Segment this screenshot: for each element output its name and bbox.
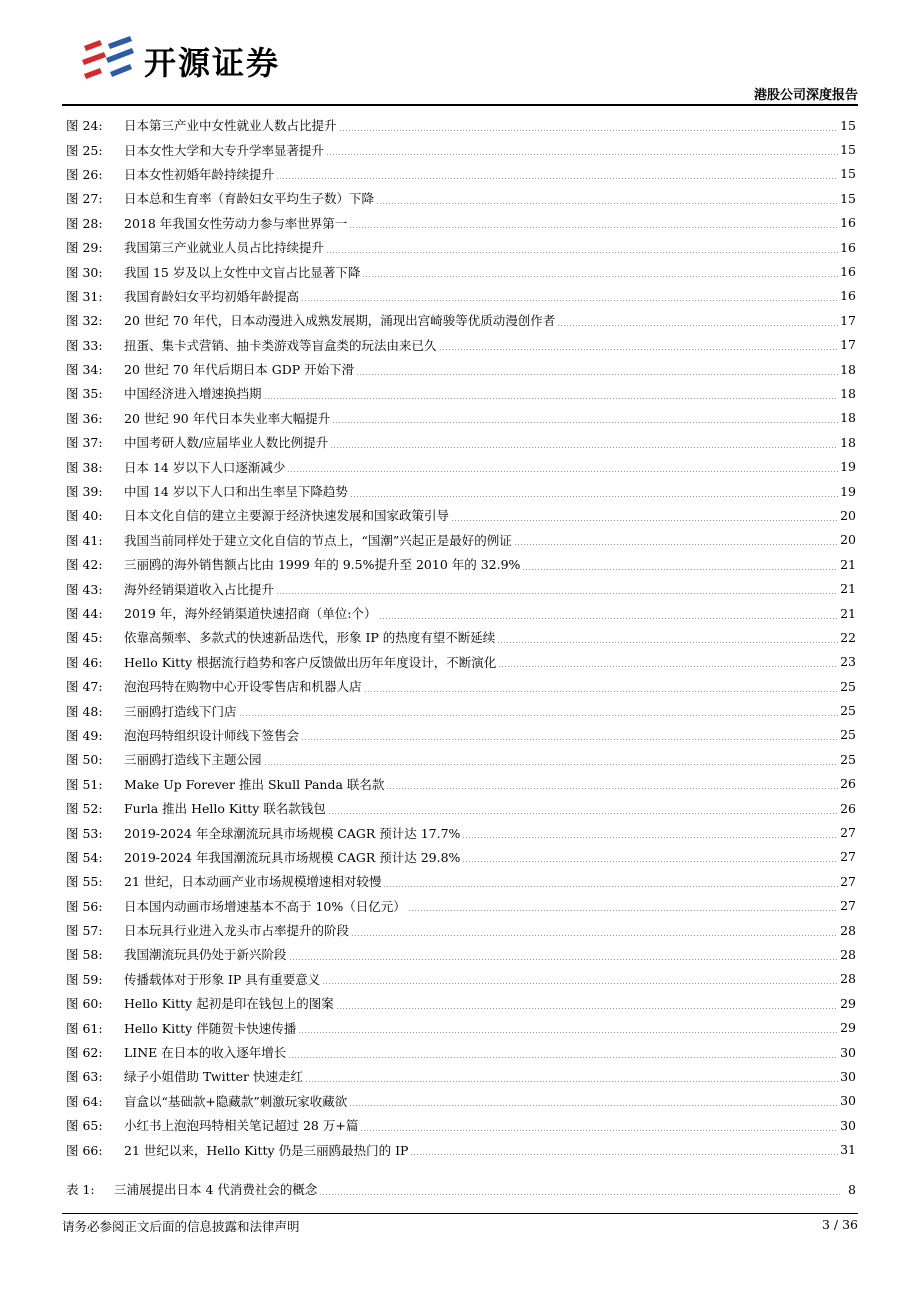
toc-entry-number: 图 37:: [66, 435, 103, 451]
toc-entry-title[interactable]: 2019 年，海外经销渠道快速招商（单位:个）: [124, 606, 377, 621]
toc-entry-page[interactable]: 27: [840, 825, 856, 841]
toc-entry-page[interactable]: 29: [840, 995, 856, 1011]
toc-entry-title[interactable]: Hello Kitty 根据流行趋势和客户反馈做出历年年度设计，不断演化: [124, 654, 497, 670]
toc-entry-title[interactable]: 21 世纪以来，Hello Kitty 仍是三丽鸥最热门的 IP: [124, 1142, 409, 1158]
toc-entry-title[interactable]: 三丽鸥的海外销售额占比由 1999 年的 9.5%提升至 2010 年的 32.9%: [124, 557, 521, 573]
toc-entry-title[interactable]: 20 世纪 90 年代日本失业率大幅提升: [124, 410, 331, 426]
toc-entry-page[interactable]: 17: [840, 312, 856, 328]
toc-entry-page[interactable]: 16: [840, 215, 856, 231]
toc-leader-dots: [439, 349, 839, 350]
toc-entry[interactable]: [66, 333, 856, 357]
toc-leader-dots: [356, 374, 838, 375]
logo-blue-strokes: [106, 36, 134, 77]
toc-entry-number: 图 43:: [66, 581, 103, 597]
toc-entry-page[interactable]: 15: [840, 142, 856, 158]
toc-entry[interactable]: [66, 674, 856, 698]
toc-entry-page[interactable]: 29: [840, 1020, 856, 1036]
toc-entry-title[interactable]: 传播载体对于形象 IP 具有重要意义: [124, 971, 321, 987]
toc-entry[interactable]: [66, 162, 856, 186]
toc-entry-number: 图 44:: [66, 606, 103, 621]
toc-leader-dots: [332, 422, 838, 423]
toc-entry-title[interactable]: 泡泡玛特在购物中心开设零售店和机器人店: [124, 679, 362, 695]
toc-entry[interactable]: [66, 284, 856, 308]
toc-entry-number: 图 36:: [66, 410, 103, 426]
toc-entry[interactable]: [66, 991, 856, 1015]
toc-entry-number: 图 41:: [66, 532, 103, 548]
toc-entry[interactable]: [66, 576, 856, 600]
toc-entry-title[interactable]: 日本女性大学和大专升学率显著提升: [124, 142, 325, 158]
toc-entry-page[interactable]: 28: [840, 971, 856, 987]
toc-leader-dots: [264, 764, 839, 765]
toc-entry-page[interactable]: 18: [840, 410, 856, 426]
toc-entry[interactable]: [66, 113, 856, 137]
toc-entry-title[interactable]: 泡泡玛特组织设计师线下签售会: [124, 727, 300, 743]
toc-leader-dots: [462, 837, 838, 838]
header-divider: [62, 104, 858, 106]
toc-leader-dots: [350, 496, 838, 497]
toc-entry-title[interactable]: 绿子小姐借助 Twitter 快速走红: [124, 1069, 303, 1085]
toc-entry[interactable]: [66, 650, 856, 674]
toc-leader-dots: [239, 715, 839, 716]
toc-leader-dots: [379, 618, 839, 619]
toc-entry-title[interactable]: 日本国内动画市场增速基本不高于 10%（日亿元）: [124, 898, 406, 914]
toc-entry[interactable]: [66, 503, 856, 527]
toc-entry-number: 图 47:: [66, 679, 103, 695]
toc-entry-title[interactable]: 海外经销渠道收入占比提升: [124, 581, 275, 597]
toc-entry-title[interactable]: 中国 14 岁以下人口和出生率呈下降趋势: [124, 484, 348, 500]
toc-entry-page[interactable]: 25: [840, 727, 856, 743]
toc-entry[interactable]: [66, 1089, 856, 1113]
toc-entry-page[interactable]: 28: [840, 946, 856, 962]
toc-entry-page[interactable]: 25: [840, 751, 856, 767]
toc-leader-dots: [330, 447, 838, 448]
toc-leader-dots: [301, 300, 838, 301]
toc-entry-page[interactable]: 27: [840, 873, 856, 889]
toc-entry-title[interactable]: LINE 在日本的收入逐年增长: [124, 1045, 287, 1061]
toc-entry-page[interactable]: 30: [840, 1044, 856, 1060]
toc-entry-page[interactable]: 15: [840, 117, 856, 133]
toc-entry-number: 图 63:: [66, 1069, 103, 1085]
toc-entry[interactable]: [66, 454, 856, 478]
toc-entry-number: 图 35:: [66, 386, 103, 402]
toc-leader-dots: [298, 1032, 838, 1033]
toc-entry-title[interactable]: Hello Kitty 伴随贺卡快速传播: [124, 1020, 297, 1036]
toc-entry-page[interactable]: 16: [840, 239, 856, 255]
toc-entry-page[interactable]: 23: [840, 654, 856, 670]
toc-leader-dots: [364, 691, 839, 692]
toc-entry[interactable]: [66, 552, 856, 576]
toc-entry[interactable]: [66, 406, 856, 430]
toc-entry-number: 图 60:: [66, 996, 103, 1012]
toc-entry[interactable]: [66, 1040, 856, 1064]
brand-name: 开源证券: [144, 44, 281, 82]
toc-entry[interactable]: [66, 479, 856, 503]
logo-red-strokes: [82, 40, 106, 79]
toc-entry-page[interactable]: 30: [840, 1093, 856, 1109]
table-toc: [66, 1177, 856, 1201]
toc-entry-page[interactable]: 25: [840, 703, 856, 719]
toc-entry-title[interactable]: 我国潮流玩具仍处于新兴阶段: [124, 947, 287, 963]
toc-leader-dots: [462, 861, 838, 862]
toc-entry-page[interactable]: 20: [840, 507, 856, 523]
toc-entry-title[interactable]: 依靠高频率、多款式的快速新品迭代，形象 IP 的热度有望不断延续: [124, 630, 496, 646]
toc-entry[interactable]: [66, 430, 856, 454]
toc-leader-dots: [360, 1130, 838, 1131]
toc-entry-page[interactable]: 18: [840, 434, 856, 450]
toc-leader-dots: [408, 910, 838, 911]
toc-entry-title[interactable]: 日本女性初婚年龄持续提升: [124, 166, 275, 182]
toc-entry[interactable]: [66, 259, 856, 283]
toc-entry-number: 图 53:: [66, 825, 103, 841]
toc-entry-number: 图 48:: [66, 703, 103, 719]
toc-entry-title[interactable]: 盲盒以“基础款+隐藏款”刺激玩家收藏欲: [124, 1093, 348, 1109]
toc-entry[interactable]: [66, 820, 856, 844]
toc-entry-number: 图 31:: [66, 288, 103, 304]
toc-entry[interactable]: [66, 942, 856, 966]
kaiyuan-logo-icon: [78, 34, 138, 84]
toc-entry-number: 图 57:: [66, 923, 103, 939]
toc-leader-dots: [376, 203, 838, 204]
toc-entry-title[interactable]: 日本文化自信的建立主要源于经济快速发展和国家政策引导: [124, 508, 450, 524]
page-indicator: 3 / 36: [821, 1217, 858, 1232]
toc-leader-dots: [349, 1105, 838, 1106]
toc-entry[interactable]: [66, 1113, 856, 1137]
toc-entry-page[interactable]: 19: [840, 483, 856, 499]
toc-entry-title[interactable]: 2019-2024 年全球潮流玩具市场规模 CAGR 预计达 17.7%: [124, 825, 461, 841]
toc-leader-dots: [349, 227, 838, 228]
toc-entry-title[interactable]: 日本玩具行业进入龙头市占率提升的阶段: [124, 923, 350, 939]
toc-entry-page[interactable]: 25: [840, 678, 856, 694]
toc-entry-title[interactable]: 我国当前同样处于建立文化自信的节点上，“国潮”兴起正是最好的例证: [124, 532, 512, 548]
report-type: 港股公司深度报告: [753, 88, 858, 103]
toc-entry-title[interactable]: 我国 15 岁及以上女性中文盲占比显著下降: [124, 264, 361, 280]
toc-entry[interactable]: [66, 1015, 856, 1039]
toc-entry-title[interactable]: Hello Kitty 起初是印在钱包上的图案: [124, 996, 334, 1012]
toc-entry-number: 图 34:: [66, 362, 103, 378]
toc-entry-page[interactable]: 18: [840, 385, 856, 401]
toc-entry-title[interactable]: 2018 年我国女性劳动力参与率世界第一: [124, 215, 348, 231]
toc-leader-dots: [351, 935, 838, 936]
toc-entry-title[interactable]: 2019-2024 年我国潮流玩具市场规模 CAGR 预计达 29.8%: [124, 849, 461, 865]
toc-entry-page[interactable]: 27: [840, 898, 856, 914]
toc-entry-title[interactable]: 小红书上泡泡玛特相关笔记超过 28 万+篇: [124, 1118, 359, 1134]
toc-entry-number: 图 42:: [66, 557, 103, 573]
toc-entry-page[interactable]: 26: [840, 776, 856, 792]
toc-entry[interactable]: [66, 894, 856, 918]
toc-entry-page[interactable]: 22: [840, 629, 856, 645]
toc-entry-number: 图 58:: [66, 947, 103, 963]
toc-leader-dots: [328, 813, 838, 814]
toc-entry-number: 图 49:: [66, 727, 103, 743]
toc-entry[interactable]: [66, 235, 856, 259]
toc-entry-title[interactable]: 三浦展提出日本 4 代消费社会的概念: [114, 1182, 318, 1198]
toc-entry-number: 图 39:: [66, 484, 103, 500]
toc-leader-dots: [336, 1008, 838, 1009]
toc-entry-number: 图 56:: [66, 898, 103, 914]
toc-entry-number: 图 45:: [66, 630, 103, 646]
toc-leader-dots: [497, 642, 838, 643]
toc-entry[interactable]: [66, 796, 856, 820]
toc-entry-page[interactable]: 15: [840, 190, 856, 206]
toc-entry-title[interactable]: 20 世纪 70 年代，日本动漫进入成熟发展期，涌现出宫崎骏等优质动漫创作者: [124, 313, 556, 329]
toc-entry-number: 图 55:: [66, 874, 103, 890]
toc-leader-dots: [276, 178, 838, 179]
toc-entry-title[interactable]: Furla 推出 Hello Kitty 联名款钱包: [124, 801, 326, 817]
toc-entry-number: 图 54:: [66, 849, 103, 865]
toc-entry[interactable]: [66, 1064, 856, 1088]
toc-entry-number: 表 1:: [66, 1182, 95, 1198]
toc-leader-dots: [410, 1154, 838, 1155]
toc-entry-page[interactable]: 27: [840, 849, 856, 865]
toc-leader-dots: [301, 739, 838, 740]
toc-entry-title[interactable]: 中国考研人数/应届毕业人数比例提升: [124, 435, 329, 451]
toc-leader-dots: [557, 325, 838, 326]
toc-entry[interactable]: [66, 747, 856, 771]
toc-entry-number: 图 29:: [66, 240, 103, 256]
toc-leader-dots: [362, 276, 838, 277]
toc-entry-page[interactable]: 30: [840, 1068, 856, 1084]
toc-entry-number: 图 50:: [66, 752, 103, 768]
toc-entry-page[interactable]: 20: [840, 532, 856, 548]
toc-leader-dots: [498, 666, 838, 667]
toc-entry-number: 图 30:: [66, 264, 103, 280]
toc-leader-dots: [264, 398, 839, 399]
toc-entry-page[interactable]: 19: [840, 459, 856, 475]
toc-entry[interactable]: [66, 918, 856, 942]
toc-entry[interactable]: [66, 1177, 856, 1201]
toc-entry[interactable]: [66, 625, 856, 649]
toc-entry-title[interactable]: 20 世纪 70 年代后期日本 GDP 开始下滑: [124, 362, 355, 378]
toc-entry-number: 图 52:: [66, 801, 103, 817]
toc-entry-number: 图 59:: [66, 971, 103, 987]
toc-entry[interactable]: [66, 698, 856, 722]
toc-entry-title[interactable]: 中国经济进入增速换挡期: [124, 386, 262, 402]
toc-leader-dots: [322, 983, 838, 984]
toc-leader-dots: [319, 1194, 842, 1195]
toc-entry-number: 图 28:: [66, 215, 103, 231]
toc-entry-page[interactable]: 21: [840, 556, 856, 572]
toc-leader-dots: [451, 520, 838, 521]
toc-entry-page[interactable]: 16: [840, 264, 856, 280]
toc-entry-title[interactable]: 扭蛋、集卡式营销、抽卡类游戏等盲盒类的玩法由来已久: [124, 337, 437, 353]
toc-entry-title[interactable]: 三丽鸥打造线下主题公园: [124, 752, 262, 768]
toc-entry[interactable]: [66, 186, 856, 210]
toc-leader-dots: [383, 886, 838, 887]
toc-entry-number: 图 61:: [66, 1020, 103, 1036]
toc-leader-dots: [326, 252, 838, 253]
toc-entry-title[interactable]: 我国育龄妇女平均初婚年龄提高: [124, 288, 300, 304]
toc-entry[interactable]: [66, 723, 856, 747]
toc-leader-dots: [305, 1081, 838, 1082]
toc-entry-page[interactable]: 31: [840, 1142, 856, 1158]
toc-entry-number: 图 27:: [66, 191, 103, 207]
toc-entry[interactable]: [66, 137, 856, 161]
toc-leader-dots: [276, 593, 838, 594]
figure-toc: [66, 113, 856, 1162]
toc-entry[interactable]: [66, 211, 856, 235]
toc-entry-title[interactable]: 日本第三产业中女性就业人数占比提升: [124, 118, 337, 134]
toc-entry-number: 图 38:: [66, 459, 103, 475]
toc-leader-dots: [289, 959, 839, 960]
toc-entry-page[interactable]: 8: [848, 1181, 856, 1197]
toc-leader-dots: [326, 154, 838, 155]
toc-entry-title[interactable]: 日本总和生育率（育龄妇女平均生子数）下降: [124, 191, 375, 207]
toc-entry-number: 图 46:: [66, 654, 103, 670]
toc-entry[interactable]: [66, 845, 856, 869]
toc-entry-page[interactable]: 15: [840, 166, 856, 182]
toc-entry-number: 图 66:: [66, 1142, 103, 1158]
toc-entry-title[interactable]: 日本 14 岁以下人口逐渐减少: [124, 459, 286, 475]
toc-entry[interactable]: [66, 357, 856, 381]
toc-entry-number: 图 24:: [66, 118, 103, 134]
toc-entry-page[interactable]: 17: [840, 337, 856, 353]
footer-disclaimer: 请务必参阅正文后面的信息披露和法律声明: [62, 1219, 300, 1234]
toc-entry-number: 图 64:: [66, 1093, 103, 1109]
toc-entry-number: 图 32:: [66, 313, 103, 329]
toc-entry-number: 图 25:: [66, 142, 103, 158]
toc-entry[interactable]: [66, 381, 856, 405]
toc-entry-title[interactable]: 我国第三产业就业人员占比持续提升: [124, 240, 325, 256]
toc-entry-number: 图 33:: [66, 337, 103, 353]
toc-leader-dots: [339, 130, 839, 131]
toc-leader-dots: [287, 471, 838, 472]
toc-entry[interactable]: [66, 308, 856, 332]
toc-entry-number: 图 40:: [66, 508, 103, 524]
toc-entry-title[interactable]: Make Up Forever 推出 Skull Panda 联名款: [124, 776, 385, 792]
toc-leader-dots: [386, 788, 838, 789]
toc-entry[interactable]: [66, 1137, 856, 1161]
toc-entry[interactable]: [66, 967, 856, 991]
toc-entry-page[interactable]: 18: [840, 361, 856, 377]
toc-entry-page[interactable]: 16: [840, 288, 856, 304]
toc-entry-number: 图 51:: [66, 776, 103, 792]
brand-logo: [78, 34, 348, 84]
toc-entry[interactable]: [66, 772, 856, 796]
toc-entry[interactable]: [66, 869, 856, 893]
toc-entry[interactable]: [66, 601, 856, 625]
toc-entry-number: 图 62:: [66, 1045, 103, 1061]
toc-entry-page[interactable]: 21: [840, 605, 856, 621]
toc-entry-number: 图 65:: [66, 1118, 103, 1134]
toc-entry-page[interactable]: 26: [840, 800, 856, 816]
toc-entry-page[interactable]: 28: [840, 922, 856, 938]
toc-entry-page[interactable]: 30: [840, 1117, 856, 1133]
toc-leader-dots: [514, 544, 838, 545]
toc-entry-page[interactable]: 21: [840, 581, 856, 597]
toc-entry-title[interactable]: 21 世纪，日本动画产业市场规模增速相对较慢: [124, 874, 382, 890]
toc-entry-title[interactable]: 三丽鸥打造线下门店: [124, 703, 237, 719]
toc-leader-dots: [288, 1057, 838, 1058]
toc-entry-number: 图 26:: [66, 166, 103, 182]
footer-divider: [62, 1213, 858, 1214]
toc-leader-dots: [522, 569, 838, 570]
toc-entry[interactable]: [66, 528, 856, 552]
